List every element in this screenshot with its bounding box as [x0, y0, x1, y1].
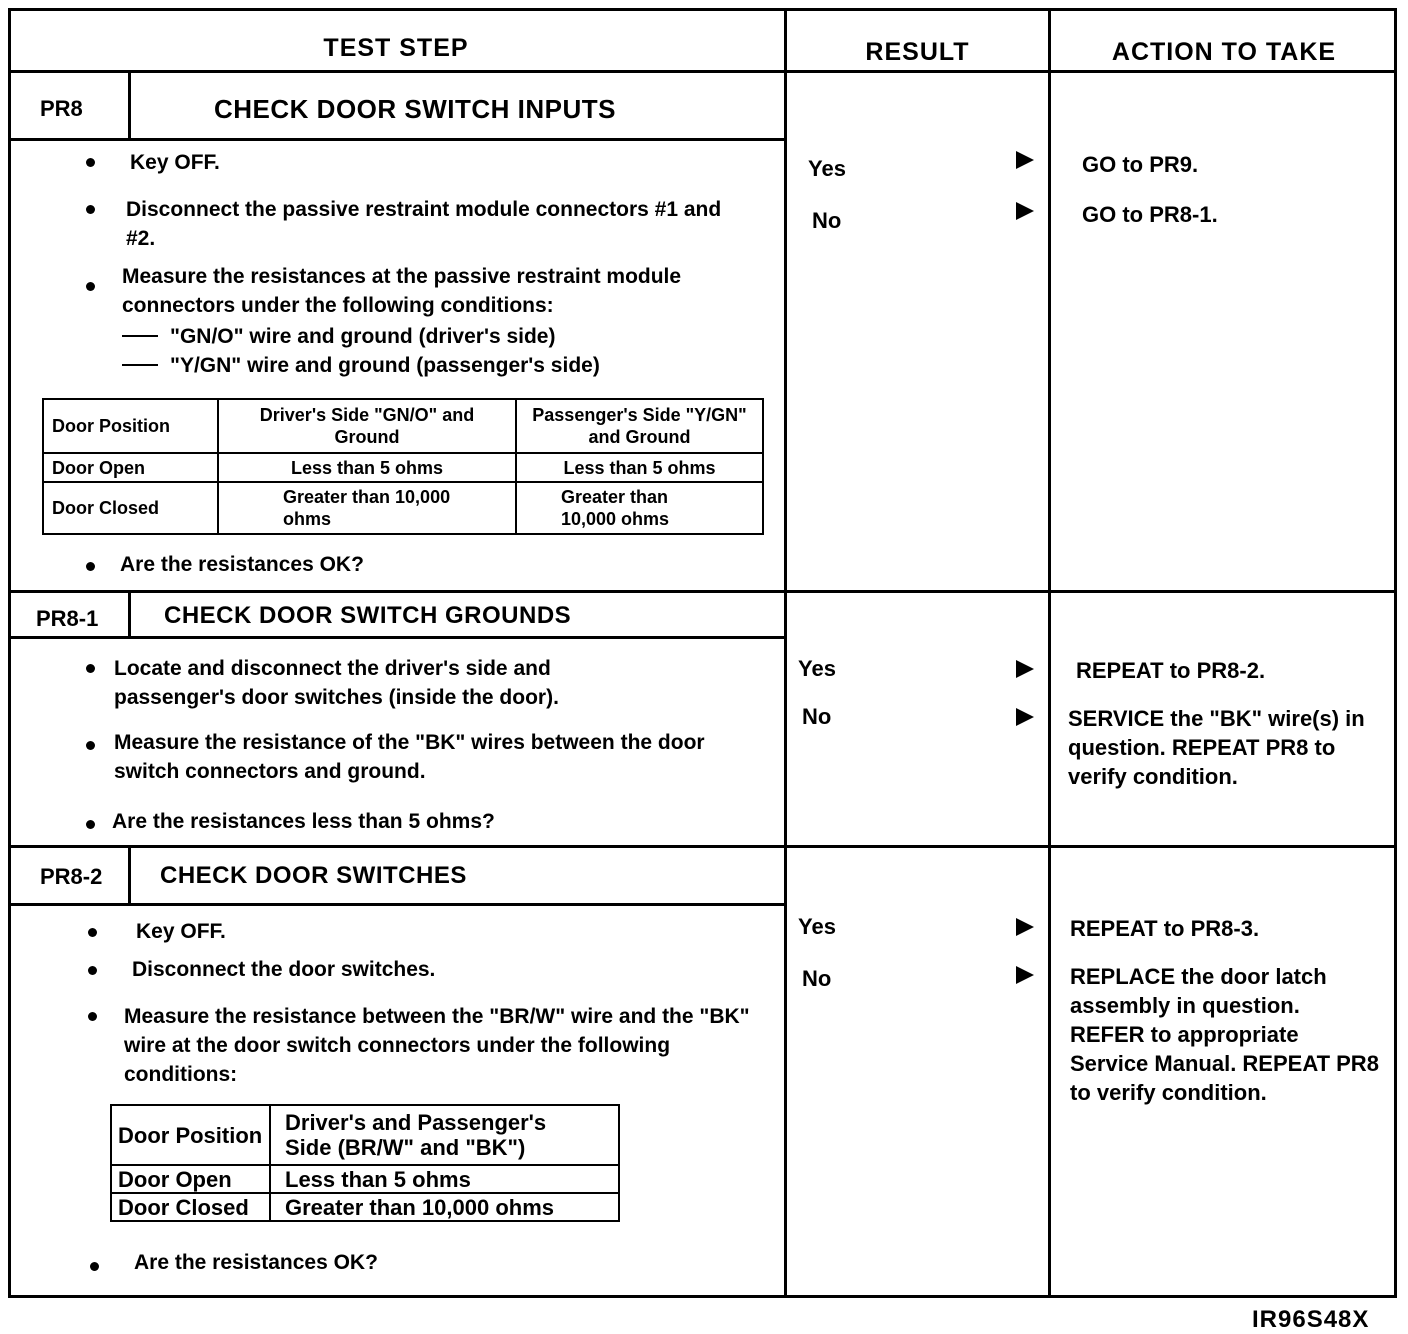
table-header-cell: Driver's Side "GN/O" and Ground [218, 399, 516, 453]
bullet-icon [86, 664, 95, 673]
arrow-right-icon [1016, 918, 1034, 936]
step-title: CHECK DOOR SWITCH INPUTS [214, 94, 616, 124]
instruction-text: Measure the resistances at the passive restraint module connectors under the following conditions: [122, 265, 682, 317]
bullet-icon [86, 562, 95, 571]
action-text: GO to PR9. [1082, 152, 1199, 177]
table-cell: Greater than 10,000 ohms [516, 482, 763, 534]
instruction-text: Disconnect the passive restraint module connectors #1 and #2. [126, 198, 722, 250]
instruction-text: Measure the resistance of the "BK" wires between the door switch connectors and ground. [114, 731, 705, 783]
bullet-icon [86, 820, 95, 829]
result-no: No [812, 208, 842, 233]
instruction-text: Key OFF. [130, 151, 220, 174]
step-id: PR8-2 [40, 864, 103, 889]
sub-item-text: "Y/GN" wire and ground (passenger's side) [170, 354, 600, 377]
arrow-right-icon [1016, 966, 1034, 984]
instruction-text: Locate and disconnect the driver's side and passenger's door switches (inside the door). [114, 657, 559, 709]
arrow-right-icon [1016, 660, 1034, 678]
bullet-icon [86, 158, 95, 167]
bullet-icon [86, 741, 95, 750]
resistance-table [110, 1104, 620, 1222]
bullet-icon [88, 1012, 97, 1021]
question-text: Are the resistances OK? [120, 553, 364, 576]
table-cell: Door Open [111, 1165, 270, 1193]
result-yes: Yes [798, 656, 836, 681]
table-header-cell: Driver's and Passenger's Side (BR/W" and "BK") [270, 1105, 619, 1165]
dash-icon [122, 364, 158, 366]
bullet-icon [86, 282, 95, 291]
table-cell: Door Closed [111, 1193, 270, 1221]
action-text: GO to PR8-1. [1082, 202, 1218, 227]
table-cell: Greater than 10,000 ohms [270, 1193, 619, 1221]
dash-icon [122, 335, 158, 337]
arrow-right-icon [1016, 151, 1034, 169]
bullet-icon [88, 966, 97, 975]
table-cell: Less than 5 ohms [516, 453, 763, 482]
resistance-table [42, 398, 764, 535]
step-id-divider [128, 590, 131, 638]
action-text: SERVICE the "BK" wire(s) in question. REPEAT PR8 to verify condition. [1068, 706, 1365, 789]
step-title-underline [8, 138, 784, 141]
column-divider-action [1048, 8, 1051, 1298]
header-result: RESULT [865, 38, 970, 66]
step-id: PR8-1 [36, 606, 99, 631]
step-title: CHECK DOOR SWITCH GROUNDS [164, 602, 572, 629]
step-title: CHECK DOOR SWITCHES [160, 862, 467, 889]
step-title-underline [8, 636, 784, 639]
action-text: REPLACE the door latch assembly in question. REFER to appropriate Service Manual. REPEAT PR8 to verify condition. [1070, 964, 1379, 1105]
result-no: No [802, 966, 832, 991]
instruction-text: Measure the resistance between the "BR/W" wire and the "BK" wire at the door switch connectors under the following conditions: [124, 1005, 750, 1086]
figure-id: IR96S48X [1252, 1306, 1370, 1333]
table-cell: Less than 5 ohms [218, 453, 516, 482]
action-text: REPEAT to PR8-2. [1076, 658, 1266, 683]
instruction-text: Key OFF. [136, 920, 226, 943]
sub-item-text: "GN/O" wire and ground (driver's side) [170, 325, 556, 348]
header-action: ACTION TO TAKE [1111, 38, 1337, 66]
step-title-underline [8, 903, 784, 906]
header-divider [8, 70, 1397, 73]
row-divider-1 [8, 590, 1397, 593]
table-cell: Door Closed [43, 482, 218, 534]
result-no: No [802, 704, 832, 729]
header-test-step: TEST STEP [323, 34, 469, 62]
table-cell: Less than 5 ohms [270, 1165, 619, 1193]
table-header-cell: Door Position [111, 1105, 270, 1165]
step-id-divider [128, 70, 131, 140]
column-divider-result [784, 8, 787, 1298]
question-text: Are the resistances less than 5 ohms? [112, 810, 495, 833]
table-cell: Greater than 10,000 ohms [218, 482, 516, 534]
arrow-right-icon [1016, 708, 1034, 726]
step-id: PR8 [40, 96, 83, 121]
bullet-icon [86, 205, 95, 214]
instruction-text: Disconnect the door switches. [132, 958, 436, 981]
result-yes: Yes [798, 914, 836, 939]
bullet-icon [88, 928, 97, 937]
table-header-cell: Passenger's Side "Y/GN" and Ground [516, 399, 763, 453]
row-divider-2 [8, 845, 1397, 848]
arrow-right-icon [1016, 202, 1034, 220]
bullet-icon [90, 1262, 99, 1271]
result-yes: Yes [808, 156, 846, 181]
table-header-cell: Door Position [43, 399, 218, 453]
table-cell: Door Open [43, 453, 218, 482]
action-text: REPEAT to PR8-3. [1070, 916, 1260, 941]
step-id-divider [128, 845, 131, 905]
question-text: Are the resistances OK? [134, 1251, 378, 1274]
